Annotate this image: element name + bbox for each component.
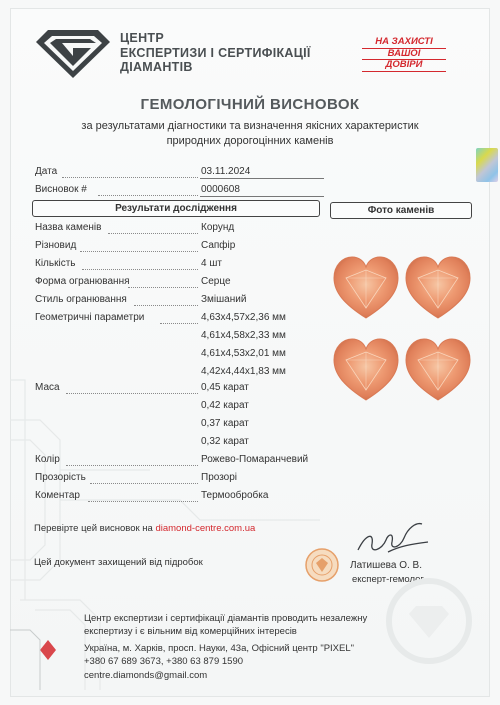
date-label: Дата [35, 166, 58, 177]
variety-value: Сапфір [201, 240, 236, 251]
org-name-line3: ДІАМАНТІВ [120, 60, 193, 74]
dotted-leader [66, 465, 198, 466]
dotted-leader [128, 287, 198, 288]
mass-value-4: 0,32 карат [201, 436, 249, 447]
clarity-label: Прозорість [35, 472, 86, 483]
mass-value-1: 0,45 карат [201, 382, 249, 393]
variety-label: Різновид [35, 240, 77, 251]
org-name-line1: ЦЕНТР [120, 31, 164, 45]
date-value: 03.11.2024 [201, 166, 251, 177]
phones: +380 67 689 3673, +380 63 879 1590 [84, 656, 244, 668]
slogan [362, 37, 446, 72]
stone-1 [334, 257, 398, 318]
verify-text [34, 523, 255, 534]
disclaimer [84, 612, 367, 639]
cut-shape-value: Серце [201, 276, 231, 287]
dotted-leader [62, 177, 198, 178]
underline [200, 178, 324, 179]
underline [200, 196, 324, 197]
dotted-leader [90, 483, 198, 484]
verify-label: Перевірте цей висновок на [34, 523, 153, 534]
signature-icon [352, 520, 432, 560]
mass-value-2: 0,42 карат [201, 400, 249, 411]
email[interactable]: centre.diamonds@gmail.com [84, 669, 208, 681]
stone-3 [334, 339, 398, 400]
subtitle-line1: за результатами діагностики та визначення якісних характеристик [81, 120, 419, 132]
cut-shape-label: Форма огранювання [35, 276, 130, 287]
color-value: Рожево-Помаранчевий [201, 454, 309, 465]
contacts [84, 642, 354, 682]
mass-value-3: 0,37 карат [201, 418, 249, 429]
verify-link[interactable]: diamond-centre.com.ua [155, 523, 256, 534]
dotted-leader [98, 195, 198, 196]
dotted-leader [108, 233, 198, 234]
hologram-sticker-icon [476, 148, 498, 182]
dotted-leader [80, 251, 198, 252]
subtitle-line2: природних дорогоцінних каменів [166, 135, 334, 147]
cut-style-label: Стиль огранювання [35, 294, 127, 305]
count-label: Кількість [35, 258, 76, 269]
photo-header: Фото каменів [330, 202, 472, 219]
geometry-value-2: 4,61x4,58x2,33 мм [201, 330, 286, 341]
color-label: Колір [35, 454, 60, 465]
clarity-value: Прозорі [201, 472, 238, 483]
signatory-name: Латишева О. В. [350, 560, 422, 571]
stones-photo [328, 252, 476, 412]
slogan-line1: НА ЗАХИСТІ [362, 37, 446, 49]
mass-label: Маса [35, 382, 60, 393]
disclaimer-line1: Центр експертизи і сертифікації діамантів проводить незалежну [84, 613, 368, 624]
page-title: ГЕМОЛОГІЧНИЙ ВИСНОВОК [140, 96, 360, 113]
geometry-value-1: 4,63x4,57x2,36 мм [201, 312, 286, 323]
results-header: Результати дослідження [32, 200, 320, 217]
signatory-role: експерт-гемолог [352, 574, 424, 585]
watermark-logo-icon [384, 576, 474, 666]
slogan-line2: ВАШОЇ [362, 49, 446, 61]
geometry-value-3: 4,61x4,53x2,01 мм [201, 348, 286, 359]
diamond-logo-icon [34, 28, 112, 80]
conclusion-number-value: 0000608 [201, 184, 240, 195]
organization-name [120, 31, 311, 75]
stone-name-value: Корунд [201, 222, 235, 233]
protected-text: Цей документ захищений від підробок [34, 557, 203, 568]
dotted-leader [134, 305, 198, 306]
org-name-line2: ЕКСПЕРТИЗИ І СЕРТИФІКАЦІЇ [120, 45, 311, 60]
geometry-label: Геометричні параметри [35, 312, 145, 323]
comment-value: Термообробка [201, 490, 269, 501]
cut-style-value: Змішаний [201, 294, 247, 305]
address: Україна, м. Харків, просп. Науки, 43а, Офісний центр "PIXEL" [84, 643, 355, 654]
dotted-leader [82, 269, 198, 270]
stone-4 [406, 339, 470, 400]
dotted-leader [66, 393, 198, 394]
seal-stamp-icon [304, 547, 340, 583]
stone-name-label: Назва каменів [35, 222, 102, 233]
comment-label: Коментар [35, 490, 80, 501]
count-value: 4 шт [201, 258, 222, 269]
page-subtitle [30, 119, 470, 149]
stone-2 [406, 257, 470, 318]
geometry-value-4: 4,42x4,44x1,83 мм [201, 366, 286, 377]
conclusion-number-label: Висновок # [35, 184, 87, 195]
disclaimer-line2: експертизу і є вільним від комерційних інтересів [84, 626, 297, 638]
dotted-leader [160, 323, 198, 324]
slogan-line3: ДОВІРИ [362, 60, 446, 72]
dotted-leader [88, 501, 198, 502]
